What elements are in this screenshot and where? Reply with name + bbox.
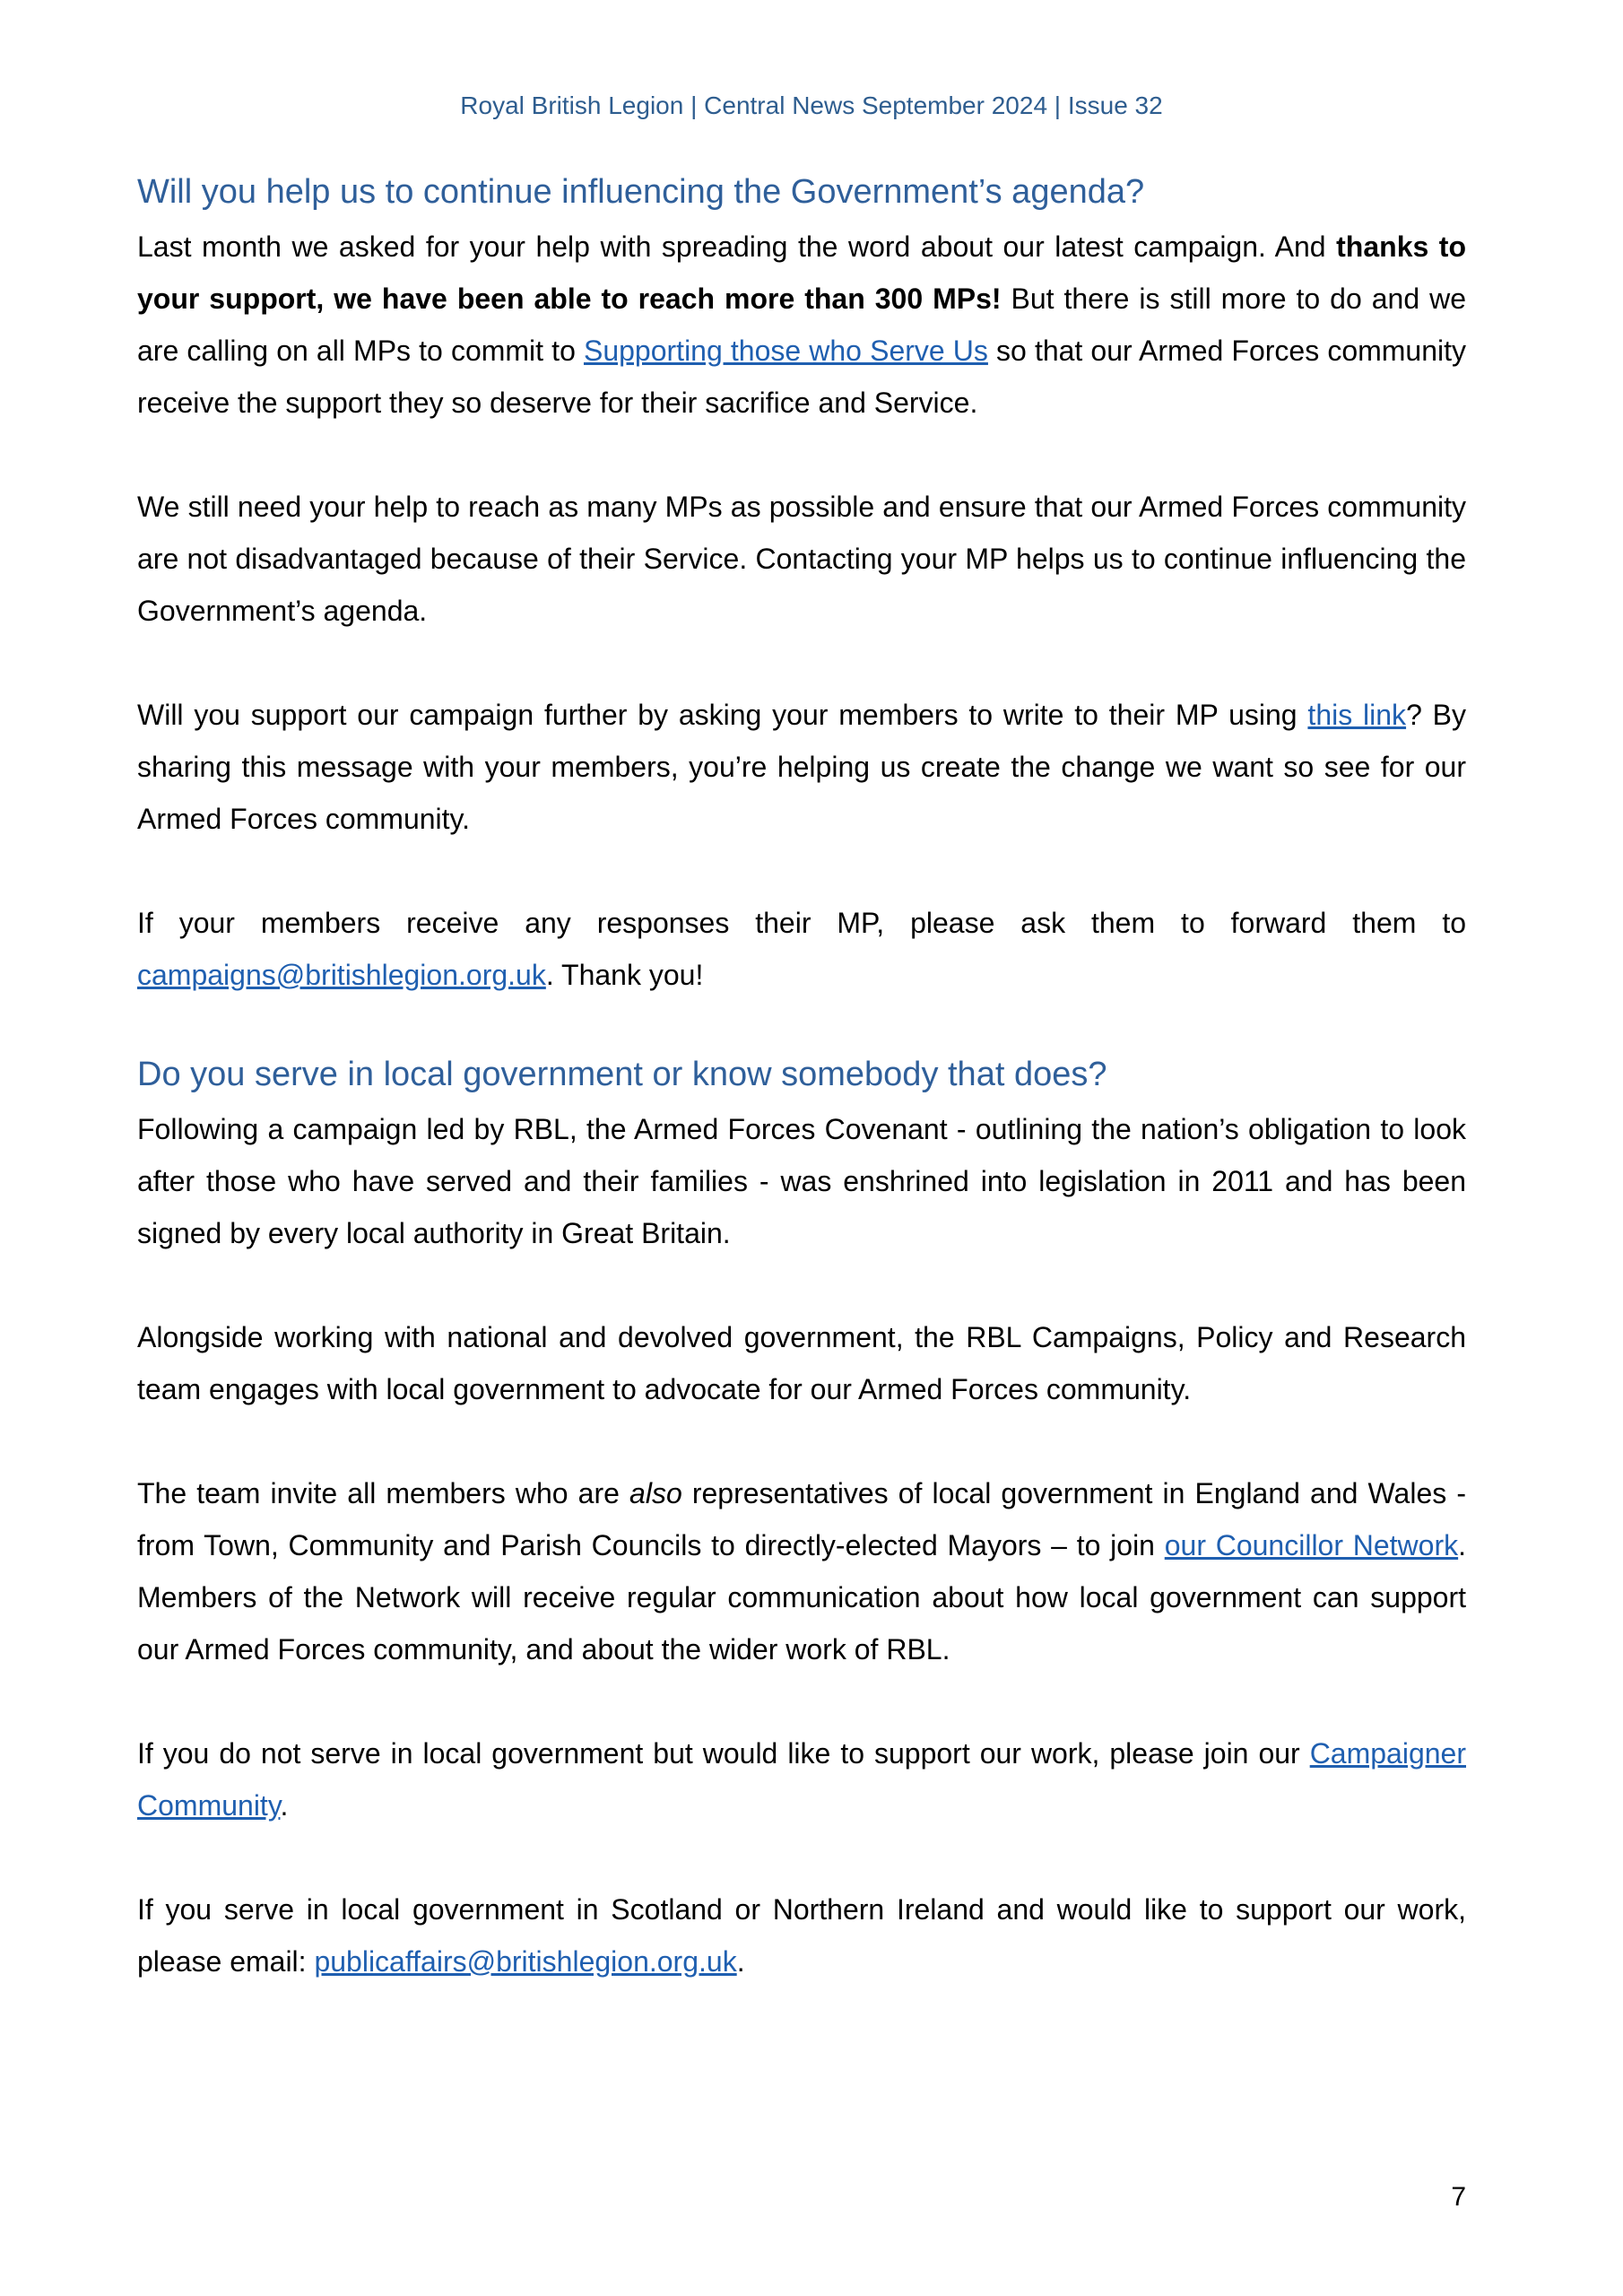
- page-number: 7: [1451, 2182, 1466, 2212]
- paragraph-responses: [137, 897, 1466, 1001]
- text-span: If you do not serve in local government but would like to support our work, please join our: [137, 1737, 1310, 1770]
- text-span: But there is still more to do and we are calling on all MPs to commit to: [137, 283, 1467, 367]
- bold-text-thanks: thanks to your support, we have been able to reach more than 300 MPs!: [137, 230, 1467, 315]
- link-campaigner-community[interactable]: Campaigner Community: [137, 1737, 1466, 1822]
- link-this-link[interactable]: this link: [1307, 699, 1407, 731]
- paragraph-alongside: Alongside working with national and devolved government, the RBL Campaigns, Policy and Research team engages with local government to advocate for our Armed Forces community.: [137, 1321, 1466, 1405]
- link-publicaffairs-email[interactable]: publicaffairs@britishlegion.org.uk: [314, 1945, 737, 1978]
- text-span: representatives of local government in England and Wales - from Town, Community and Parish Councils to directly-elected Mayors – to join: [137, 1477, 1467, 1561]
- link-campaigns-email[interactable]: campaigns@britishlegion.org.uk: [137, 959, 546, 991]
- paragraph-support-campaign: [137, 689, 1466, 845]
- paragraph-team-invite: [137, 1467, 1466, 1675]
- link-councillor-network[interactable]: our Councillor Network: [1164, 1529, 1459, 1561]
- link-supporting-those-who-serve-us[interactable]: Supporting those who Serve Us: [583, 335, 988, 367]
- italic-text-also: also: [629, 1477, 682, 1509]
- text-span: Last month we asked for your help with spreading the word about our latest campaign. And: [137, 230, 1337, 263]
- section-heading-local-government: Do you serve in local government or know somebody that does?: [137, 1056, 1107, 1093]
- page-content: [137, 170, 1466, 2039]
- text-span: If you serve in local government in Scotland or Northern Ireland and would like to support our work, please email:: [137, 1893, 1466, 1978]
- text-span: If your members receive any responses their MP, please ask them to forward them to: [137, 907, 1466, 939]
- paragraph-still-need-help: We still need your help to reach as many MPs as possible and ensure that our Armed Forces community are not disadvantaged because of their Service. Contacting your MP helps us to continue influencing the Government’s agenda.: [137, 491, 1466, 627]
- text-span: The team invite all members who are: [137, 1477, 630, 1509]
- text-span: .: [280, 1789, 289, 1822]
- text-span: .: [736, 1945, 745, 1978]
- text-span: . Thank you!: [545, 959, 704, 991]
- text-span: so that our Armed Forces community receive the support they so deserve for their sacrifice and Service.: [137, 335, 1467, 419]
- text-span: . Members of the Network will receive regular communication about how local government can support our Armed Forces community, and about the wider work of RBL.: [137, 1529, 1467, 1665]
- paragraph-campaigner-community: [137, 1727, 1466, 1831]
- running-header: Royal British Legion | Central News September 2024 | Issue 32: [460, 91, 1163, 119]
- section-heading-influencing: Will you help us to continue influencing the Government’s agenda?: [137, 173, 1145, 211]
- paragraph-covenant: Following a campaign led by RBL, the Armed Forces Covenant - outlining the nation’s obligation to look after those who have served and their families - was enshrined into legislation in 2011 and has been signed by every local authority in Great Britain.: [137, 1113, 1466, 1249]
- text-span: ? By sharing this message with your members, you’re helping us create the change we want so see for our Armed Forces community.: [137, 699, 1467, 835]
- paragraph-scotland-ni: [137, 1883, 1466, 1987]
- text-span: Will you support our campaign further by asking your members to write to their MP using: [137, 699, 1308, 731]
- paragraph-last-month: [137, 221, 1466, 429]
